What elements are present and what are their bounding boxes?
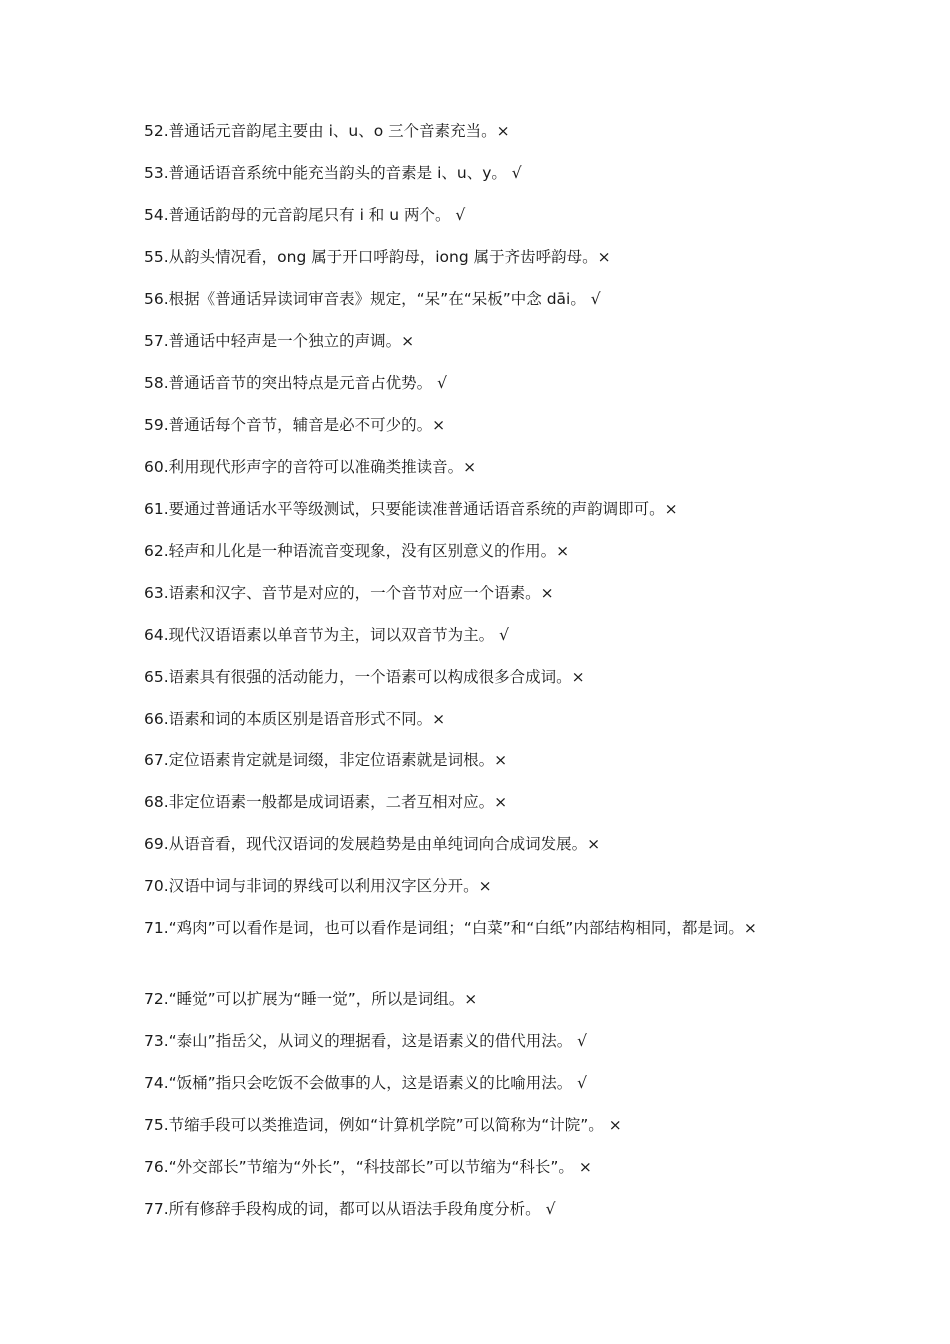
list-item: 71.“鸡肉”可以看作是词，也可以看作是词组；“白菜”和“白纸”内部结构相同，都是词。× <box>144 919 757 937</box>
list-item: 59.普通话每个音节，辅音是必不可少的。× <box>144 416 446 434</box>
list-item: 53.普通话语音系统中能充当韵头的音素是 i、u、y。 √ <box>144 164 522 182</box>
list-item: 57.普通话中轻声是一个独立的声调。× <box>144 332 415 350</box>
list-item: 58.普通话音节的突出特点是元音占优势。 √ <box>144 374 447 392</box>
list-item: 62.轻声和儿化是一种语流音变现象，没有区别意义的作用。× <box>144 542 570 560</box>
list-item: 61.要通过普通话水平等级测试，只要能读准普通话语音系统的声韵调即可。× <box>144 500 678 518</box>
list-item: 69.从语音看，现代汉语词的发展趋势是由单纯词向合成词发展。× <box>144 835 601 853</box>
list-item: 74.“饭桶”指只会吃饭不会做事的人，这是语素义的比喻用法。 √ <box>144 1074 588 1092</box>
list-item: 75.节缩手段可以类推造词，例如“计算机学院”可以简称为“计院”。 × <box>144 1116 622 1134</box>
list-item: 55.从韵头情况看，ong 属于开口呼韵母，iong 属于齐齿呼韵母。× <box>144 248 611 266</box>
list-item: 52.普通话元音韵尾主要由 i、u、o 三个音素充当。× <box>144 122 510 140</box>
list-item: 72.“睡觉”可以扩展为“睡一觉”，所以是词组。× <box>144 990 478 1008</box>
list-item: 54.普通话韵母的元音韵尾只有 i 和 u 两个。 √ <box>144 206 466 224</box>
list-item: 56.根据《普通话异读词审音表》规定，“呆”在“呆板”中念 dāi。 √ <box>144 290 601 308</box>
list-item: 64.现代汉语语素以单音节为主，词以双音节为主。 √ <box>144 626 509 644</box>
list-item: 76.“外交部长”节缩为“外长”，“科技部长”可以节缩为“科长”。 × <box>144 1158 592 1176</box>
list-item: 66.语素和词的本质区别是语音形式不同。× <box>144 710 446 728</box>
list-item: 63.语素和汉字、音节是对应的，一个音节对应一个语素。× <box>144 584 554 602</box>
list-item: 67.定位语素肯定就是词缀，非定位语素就是词根。× <box>144 751 508 769</box>
list-item: 77.所有修辞手段构成的词，都可以从语法手段角度分析。 √ <box>144 1200 556 1218</box>
list-item: 73.“泰山”指岳父，从词义的理据看，这是语素义的借代用法。 √ <box>144 1032 588 1050</box>
list-item: 68.非定位语素一般都是成词语素，二者互相对应。× <box>144 793 508 811</box>
list-item: 70.汉语中词与非词的界线可以利用汉字区分开。× <box>144 877 492 895</box>
list-item: 65.语素具有很强的活动能力，一个语素可以构成很多合成词。× <box>144 668 585 686</box>
list-item: 60.利用现代形声字的音符可以准确类推读音。× <box>144 458 477 476</box>
